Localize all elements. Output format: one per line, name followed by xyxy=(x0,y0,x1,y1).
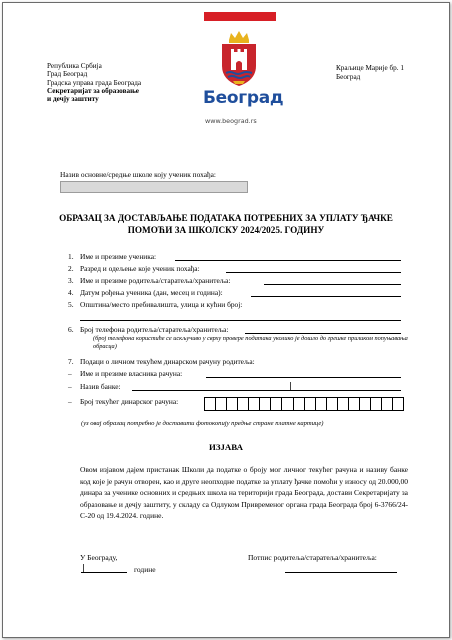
header-red-bar xyxy=(204,12,276,21)
issuer-line: Град Београд xyxy=(47,70,88,79)
declaration-text: Овом изјавом дајем пристанак Школи да податке о броју мог личног текућег рачуна и називу банке код које је рачун отворен, као и друге неопходне податке за уплату ђачке помоћи у износу од 20.000,00 динара за ученике основних и средњих школа на територији града Београда, достави Секретаријату за образовање и дечју заштиту, у складу са Одлуком Привременог органа града Београда број 6-3766/24-С-20 од 19.4.2024. године. xyxy=(80,465,408,521)
address-line: Краљице Марије бр. 1 xyxy=(336,64,404,72)
address-input[interactable] xyxy=(80,320,401,321)
field-label: Име и презиме ученика: xyxy=(80,252,157,261)
school-input[interactable] xyxy=(60,181,248,193)
digit-cell[interactable] xyxy=(327,398,338,410)
signature-input[interactable] xyxy=(285,572,397,573)
field-number: 5. xyxy=(68,300,74,309)
form-title xyxy=(48,212,404,237)
field-label: Датум рођења ученика (дан, месец и година): xyxy=(80,288,223,297)
signature-label: Потпис родитеља/старатеља/хранитеља: xyxy=(248,553,377,562)
field-number: 3. xyxy=(68,276,74,285)
grade-input[interactable] xyxy=(226,272,401,273)
bank-name-label: Назив банке: xyxy=(80,382,121,391)
digit-cell[interactable] xyxy=(238,398,249,410)
account-holder-label: Име и презиме власника рачуна: xyxy=(80,369,183,378)
logo-wordmark: Београд xyxy=(203,88,284,108)
address-block xyxy=(336,64,404,82)
student-name-input[interactable] xyxy=(175,260,401,261)
form-title-line: ПОМОЋИ ЗА ШКОЛСКУ 2024/2025. ГОДИНУ xyxy=(127,225,325,236)
digit-cell[interactable] xyxy=(216,398,227,410)
digit-cell[interactable] xyxy=(360,398,371,410)
field-label: Општина/место пребивалишта, улица и кућни број: xyxy=(80,300,243,309)
issuer-line: Секретаријат за образовање xyxy=(47,86,139,95)
field-label: Број телефона родитеља/старатеља/хранитеља: xyxy=(80,325,229,334)
field-number: 6. xyxy=(68,325,74,334)
digit-cell[interactable] xyxy=(205,398,216,410)
parent-name-input[interactable] xyxy=(264,284,401,285)
field-label: Разред и одељење које ученик похађа: xyxy=(80,264,200,273)
text-cursor xyxy=(83,564,84,572)
phone-note: (број телефона користиће се искључиво у сврху провере података уколико је дошло до грешке приликом попуњавања обрасца) xyxy=(93,335,408,351)
dash: – xyxy=(68,382,72,391)
address-line: Београд xyxy=(336,73,361,81)
field-number: 1. xyxy=(68,252,74,261)
account-number-input[interactable] xyxy=(204,397,404,411)
beograd-logo xyxy=(202,30,282,137)
year-label: године xyxy=(134,565,156,574)
place-label: У Београду, xyxy=(80,553,118,562)
digit-cell[interactable] xyxy=(393,398,403,410)
issuer-line: Република Србија xyxy=(47,62,102,70)
digit-cell[interactable] xyxy=(349,398,360,410)
date-input[interactable] xyxy=(81,572,127,573)
digit-cell[interactable] xyxy=(282,398,293,410)
issuer-line: Градска управа града Београда xyxy=(47,78,142,87)
bank-name-input[interactable] xyxy=(132,390,401,391)
phone-input[interactable] xyxy=(245,333,401,334)
field-label: Име и презиме родитеља/старатеља/хранитеља: xyxy=(80,276,231,285)
digit-cell[interactable] xyxy=(305,398,316,410)
digit-cell[interactable] xyxy=(227,398,238,410)
field-number: 4. xyxy=(68,288,74,297)
logo-url: www.beograd.rs xyxy=(205,117,257,125)
digit-cell[interactable] xyxy=(294,398,305,410)
digit-cell[interactable] xyxy=(260,398,271,410)
digit-cell[interactable] xyxy=(338,398,349,410)
dash: – xyxy=(68,369,72,378)
digit-cell[interactable] xyxy=(382,398,393,410)
digit-cell[interactable] xyxy=(371,398,382,410)
field-number: 2. xyxy=(68,264,74,273)
account-holder-input[interactable] xyxy=(206,377,401,378)
form-title-line: ОБРАЗАЦ ЗА ДОСТАВЉАЊЕ ПОДАТАКА ПОТРЕБНИХ ЗА УПЛАТУ ЂАЧКЕ xyxy=(59,213,393,223)
birthdate-input[interactable] xyxy=(251,296,401,297)
field-label: Подаци о личном текућем динарском рачуну родитеља: xyxy=(80,357,255,366)
field-number: 7. xyxy=(68,357,74,366)
account-number-label: Број текућег динарског рачуна: xyxy=(80,397,179,406)
dash: – xyxy=(68,397,72,406)
attachment-note: (уз овај образац потребно је доставити фотокопију предње стране платне картице) xyxy=(81,420,324,427)
text-cursor xyxy=(290,382,291,390)
city-crest-icon xyxy=(219,30,259,88)
issuer-line: и дечју заштиту xyxy=(47,95,99,104)
declaration-heading: ИЗЈАВА xyxy=(209,442,243,452)
issuer-block xyxy=(47,62,141,103)
school-label: Назив основне/средње школе коју ученик похађа: xyxy=(60,170,216,179)
digit-cell[interactable] xyxy=(271,398,282,410)
digit-cell[interactable] xyxy=(249,398,260,410)
digit-cell[interactable] xyxy=(316,398,327,410)
